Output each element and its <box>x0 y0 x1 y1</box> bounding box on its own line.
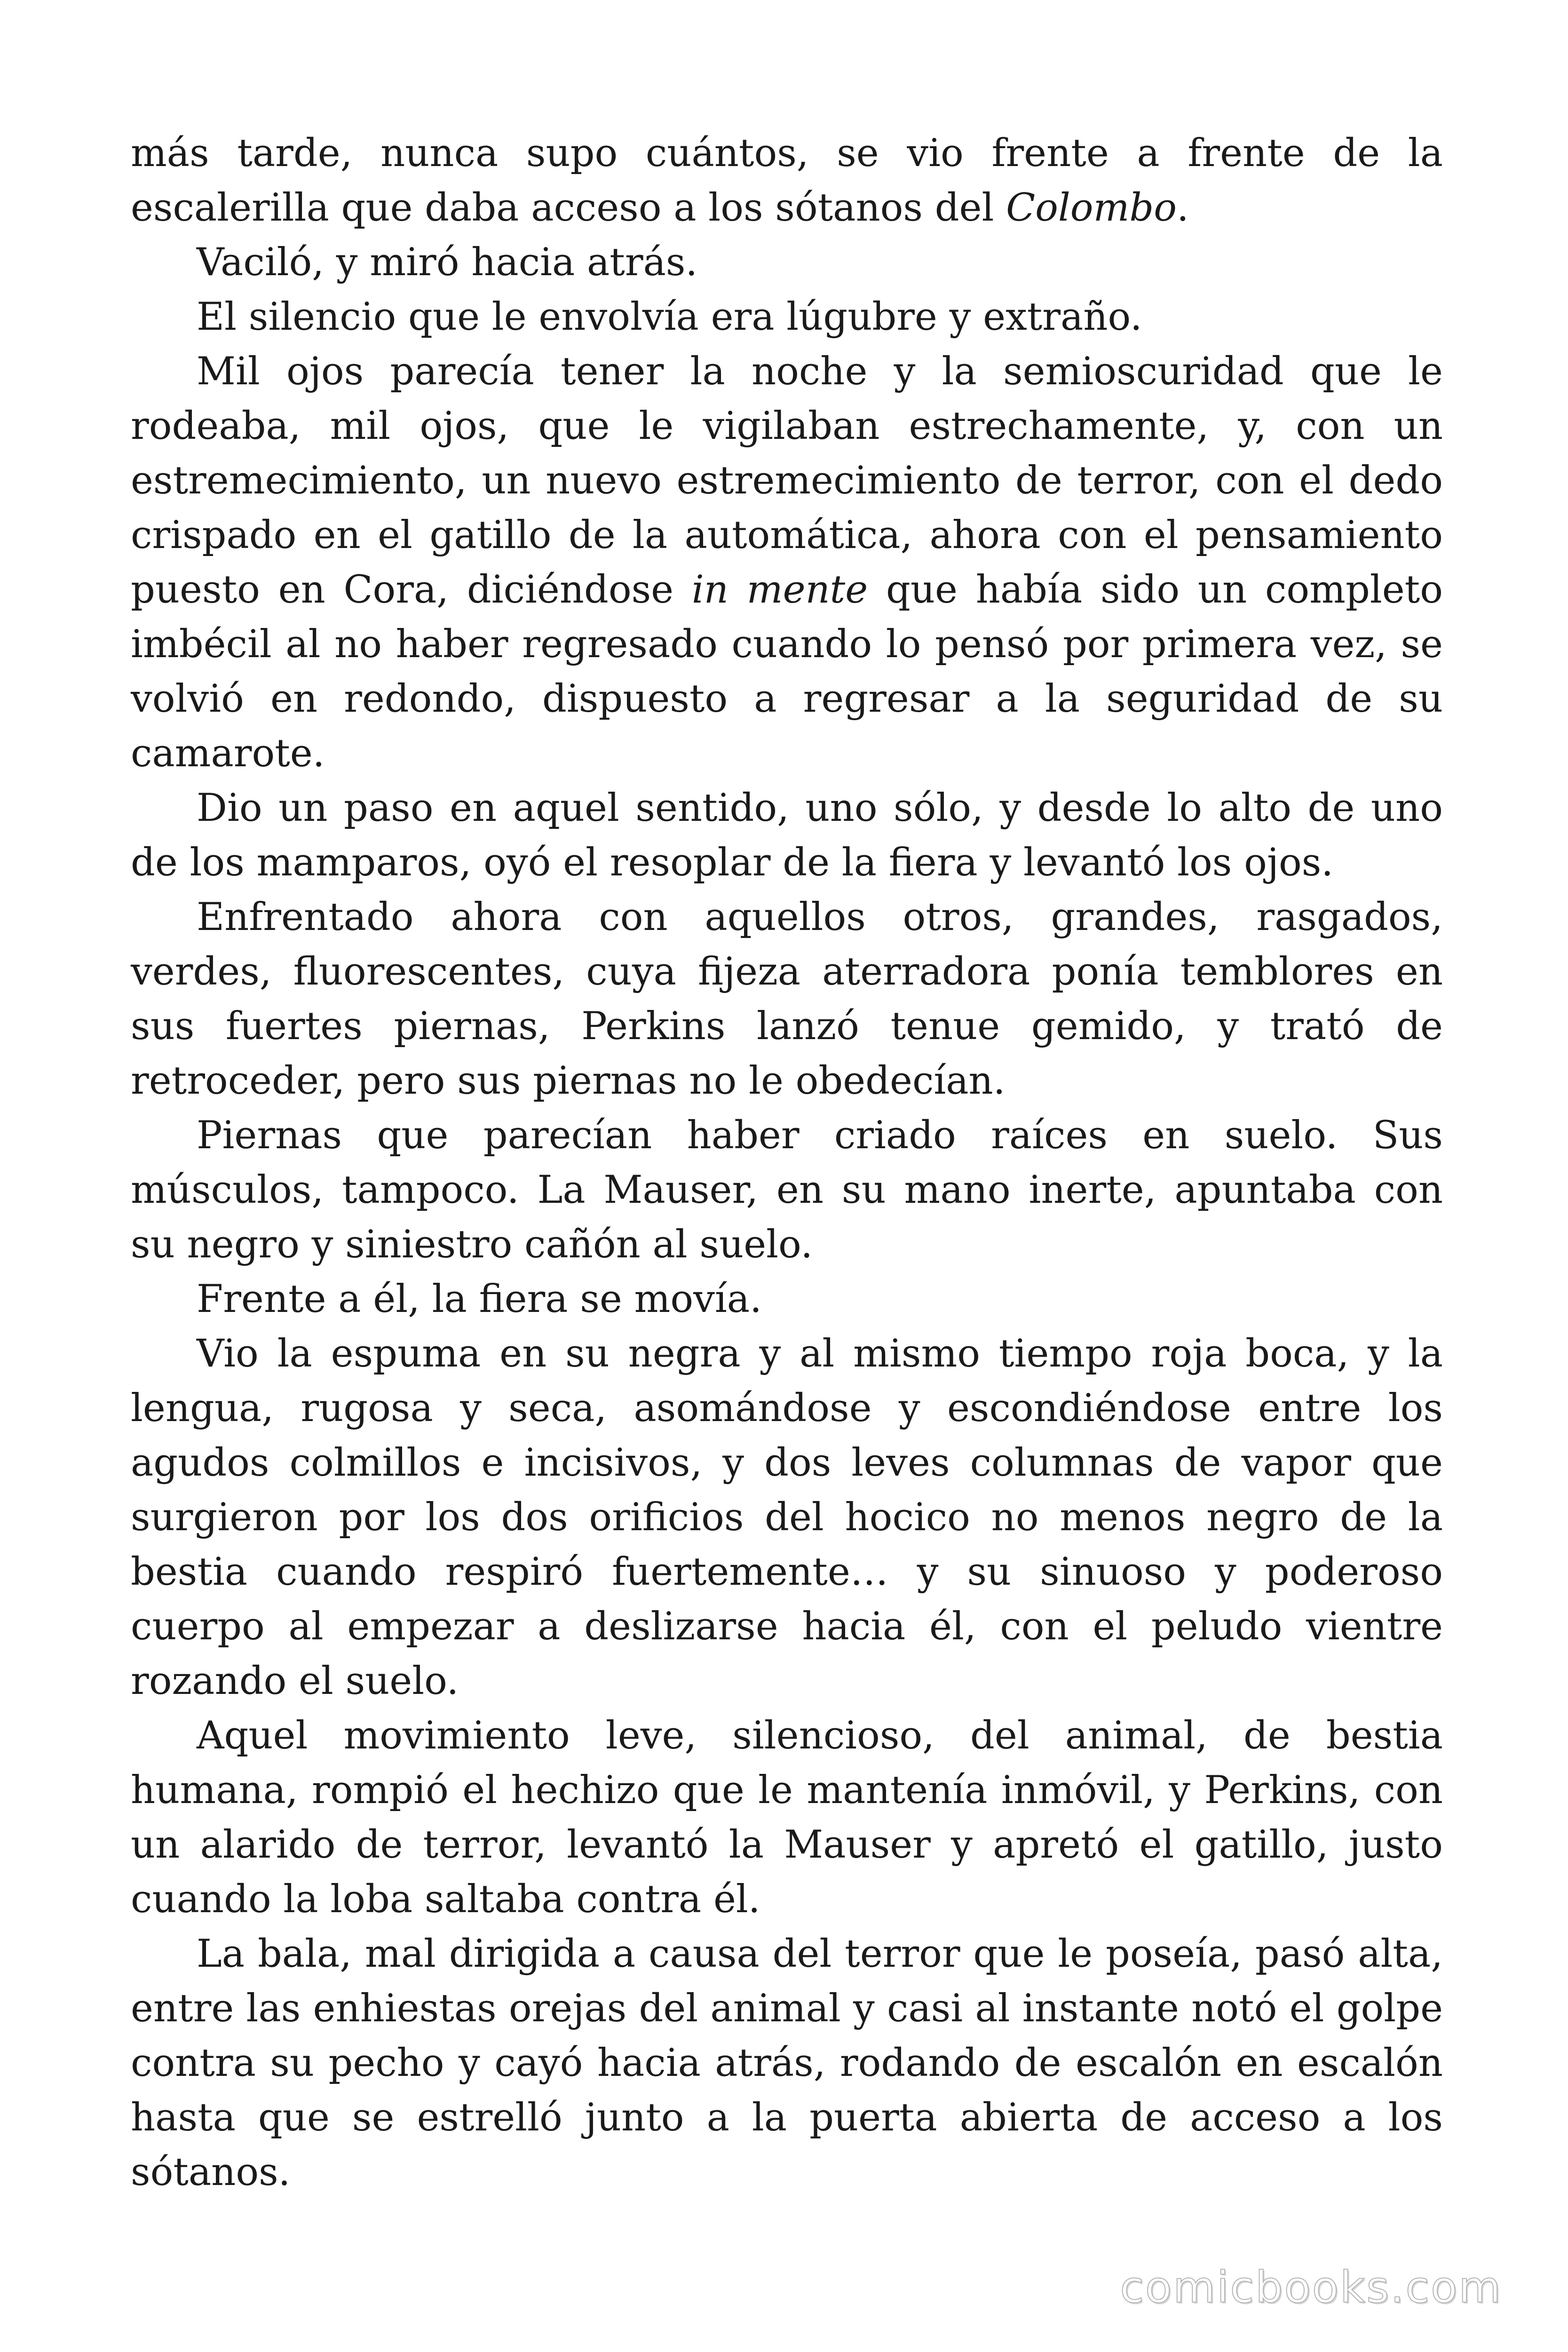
paragraph-10: Aquel movimiento leve, silencioso, del animal, de bestia humana, rompió el hechizo que le mantenía inmóvil, y Perkins, con un alarido de terror, levantó la Mauser y apretó el gatillo, justo cuando la loba saltaba contra él. <box>131 1714 1443 1922</box>
book-page-body <box>131 126 1443 2200</box>
paragraph-9: Vio la espuma en su negra y al mismo tiempo roja boca, y la lengua, rugosa y seca, asomándose y escondiéndose entre los agudos colmillos e incisivos, y dos leves columnas de vapor que surgieron por los dos orificios del hocico no menos negro de la bestia cuando respiró fuertemente… y su sinuoso y poderoso cuerpo al empezar a deslizarse hacia él, con el peludo vientre rozando el suelo. <box>131 1332 1443 1703</box>
paragraph-4: Mil ojos parecía tener la noche y la semioscuridad que le rodeaba, mil ojos, que le vigilaban estrechamente, y, con un estremecimiento, un nuevo estremecimiento de terror, con el dedo crispado en el gatillo de la automática, ahora con el pensamiento puesto en Cora, diciéndose in mente que había sido un completo imbécil al no haber regresado cuando lo pensó por primera vez, se volvió en redondo, dispuesto a regresar a la seguridad de su camarote. <box>131 350 1443 776</box>
paragraph-8: Frente a él, la fiera se movía. <box>197 1277 762 1321</box>
paragraph-3: El silencio que le envolvía era lúgubre y extraño. <box>197 295 1142 339</box>
watermark-logo: comicbooks.com <box>1120 2262 1502 2312</box>
italic-phrase: in mente <box>691 568 868 612</box>
paragraph-11: La bala, mal dirigida a causa del terror que le poseía, pasó alta, entre las enhiestas orejas del animal y casi al instante notó el golpe contra su pecho y cayó hacia atrás, rodando de escalón en escalón hasta que se estrelló junto a la puerta abierta de acceso a los sótanos. <box>131 1932 1443 2194</box>
italic-ship-name: Colombo <box>1006 186 1177 230</box>
paragraph-6: Enfrentado ahora con aquellos otros, grandes, rasgados, verdes, fluorescentes, cuya fijeza aterradora ponía temblores en sus fuertes piernas, Perkins lanzó tenue gemido, y trató de retroceder, pero sus piernas no le obedecían. <box>131 895 1443 1103</box>
paragraph-2: Vaciló, y miró hacia atrás. <box>197 240 698 285</box>
paragraph-7: Piernas que parecían haber criado raíces en suelo. Sus músculos, tampoco. La Mauser, en su mano inerte, apuntaba con su negro y siniestro cañón al suelo. <box>131 1113 1443 1267</box>
paragraph-5: Dio un paso en aquel sentido, uno sólo, y desde lo alto de uno de los mamparos, oyó el resoplar de la fiera y levantó los ojos. <box>131 786 1443 885</box>
paragraph-1: más tarde, nunca supo cuántos, se vio frente a frente de la escalerilla que daba acceso a los sótanos del Colombo. <box>131 131 1443 230</box>
